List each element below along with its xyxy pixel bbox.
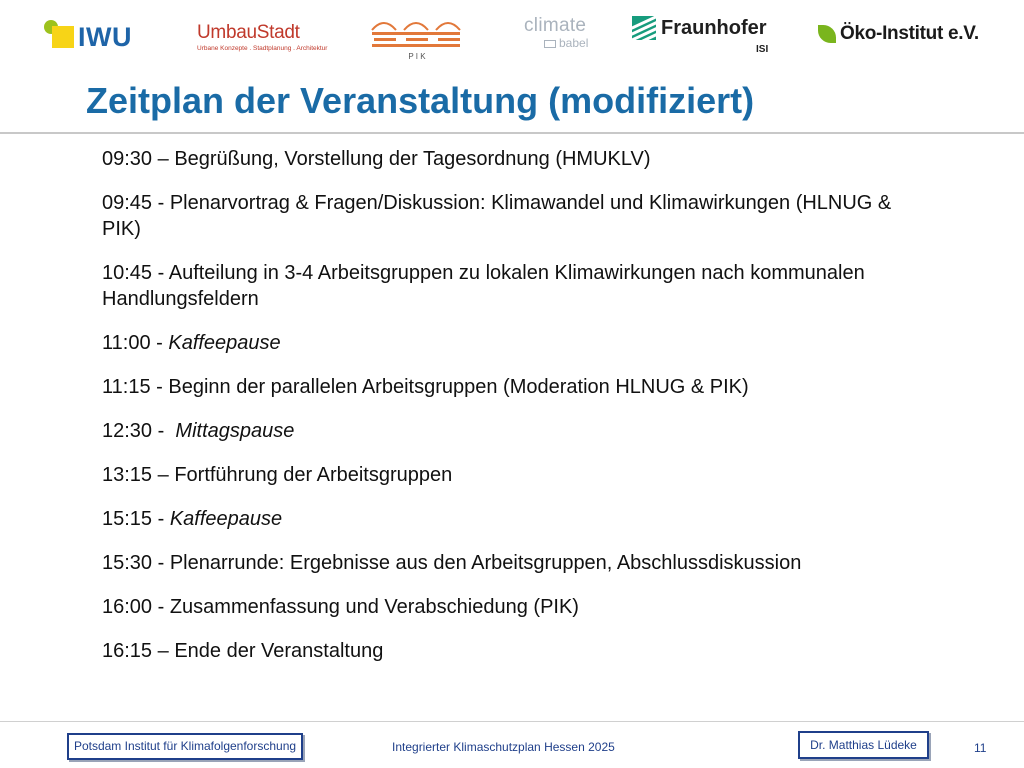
leaf-icon bbox=[818, 25, 836, 43]
agenda-separator: - bbox=[152, 262, 169, 284]
agenda-time: 15:15 bbox=[102, 508, 153, 530]
agenda-description: Kaffeepause bbox=[169, 508, 283, 530]
iwu-logo bbox=[44, 18, 134, 54]
agenda-description: Kaffeepause bbox=[168, 332, 281, 354]
fraunhofer-logo-text: Fraunhofer bbox=[661, 17, 767, 39]
fraunhofer-mark-icon bbox=[632, 16, 656, 40]
agenda-time: 11:00 bbox=[102, 332, 151, 354]
oeko-institut-logo bbox=[818, 22, 988, 52]
agenda-item bbox=[102, 594, 932, 620]
agenda-description: Plenarrunde: Ergebnisse aus den Arbeitsgruppen, Abschlussdiskussion bbox=[169, 552, 802, 574]
agenda-separator: - bbox=[150, 376, 169, 398]
agenda-separator: - bbox=[152, 420, 176, 442]
fraunhofer-logo bbox=[632, 14, 774, 60]
oeko-institut-logo-text: Öko-Institut e.V. bbox=[840, 23, 979, 44]
agenda-time: 10:45 bbox=[102, 262, 153, 284]
agenda-item bbox=[102, 260, 932, 312]
page-number: 11 bbox=[974, 741, 987, 755]
agenda-description: Begrüßung, Vorstellung der Tagesordnung (HMUKLV) bbox=[174, 148, 651, 170]
agenda-description: Aufteilung in 3-4 Arbeitsgruppen zu lokalen Klimawirkungen nach kommunalen Handlungsfeldern bbox=[102, 262, 865, 310]
babel-logo-text: babel bbox=[559, 36, 589, 50]
logo-bar bbox=[0, 0, 1024, 72]
agenda-separator: - bbox=[150, 332, 169, 354]
agenda-time: 09:30 bbox=[102, 148, 153, 170]
footer-project-title: Integrierter Klimaschutzplan Hessen 2025 bbox=[392, 740, 615, 754]
agenda-time: 12:30 bbox=[102, 420, 153, 442]
climate-babel-logo bbox=[524, 16, 596, 56]
agenda-separator: - bbox=[152, 508, 170, 530]
footer-author-label: Dr. Matthias Lüdeke bbox=[798, 731, 929, 759]
agenda-description: Plenarvortrag & Fragen/Diskussion: Klimawandel und Klimawirkungen (HLNUG & PIK) bbox=[102, 192, 892, 240]
agenda-item bbox=[102, 374, 932, 400]
pik-logo-text: P I K bbox=[408, 52, 426, 61]
footer-divider bbox=[0, 721, 1024, 722]
agenda-item bbox=[102, 462, 932, 488]
umbaustadt-logo-subtitle: Urbane Konzepte . Stadtplanung . Architektur bbox=[197, 45, 328, 52]
agenda-description: Fortführung der Arbeitsgruppen bbox=[174, 464, 453, 486]
title-divider bbox=[0, 132, 1024, 134]
iwu-yellow-square bbox=[52, 26, 74, 48]
agenda-list bbox=[102, 146, 932, 682]
agenda-description: Zusammenfassung und Verabschiedung (PIK) bbox=[169, 596, 579, 618]
climate-logo-box-icon bbox=[544, 40, 556, 48]
footer-institute-label: Potsdam Institut für Klimafolgenforschung bbox=[67, 733, 303, 760]
agenda-separator: – bbox=[152, 464, 175, 486]
umbaustadt-logo-text: UmbauStadt bbox=[197, 22, 300, 43]
agenda-time: 11:15 bbox=[102, 376, 151, 398]
agenda-time: 13:15 bbox=[102, 464, 153, 486]
agenda-item bbox=[102, 190, 932, 242]
page-title: Zeitplan der Veranstaltung (modifiziert) bbox=[86, 80, 755, 121]
climate-logo-text: climate bbox=[524, 15, 587, 36]
agenda-separator: - bbox=[152, 596, 170, 618]
pik-logo bbox=[368, 14, 466, 62]
agenda-time: 09:45 bbox=[102, 192, 153, 214]
agenda-item bbox=[102, 330, 932, 356]
pik-logo-mark bbox=[368, 14, 466, 62]
agenda-item bbox=[102, 550, 932, 576]
agenda-time: 15:30 bbox=[102, 552, 153, 574]
agenda-item bbox=[102, 418, 932, 444]
agenda-separator: – bbox=[152, 640, 175, 662]
agenda-separator: - bbox=[152, 552, 170, 574]
agenda-separator: – bbox=[152, 148, 175, 170]
agenda-description: Beginn der parallelen Arbeitsgruppen (Moderation HLNUG & PIK) bbox=[168, 376, 749, 398]
agenda-time: 16:00 bbox=[102, 596, 153, 618]
agenda-separator: - bbox=[152, 192, 170, 214]
umbaustadt-logo bbox=[197, 22, 337, 56]
agenda-item bbox=[102, 638, 932, 664]
fraunhofer-isi-text: ISI bbox=[756, 44, 769, 55]
agenda-description: Ende der Veranstaltung bbox=[174, 640, 384, 662]
agenda-description: Mittagspause bbox=[175, 420, 295, 442]
agenda-item bbox=[102, 146, 932, 172]
iwu-logo-text: IWU bbox=[78, 22, 132, 52]
agenda-item bbox=[102, 506, 932, 532]
agenda-time: 16:15 bbox=[102, 640, 153, 662]
